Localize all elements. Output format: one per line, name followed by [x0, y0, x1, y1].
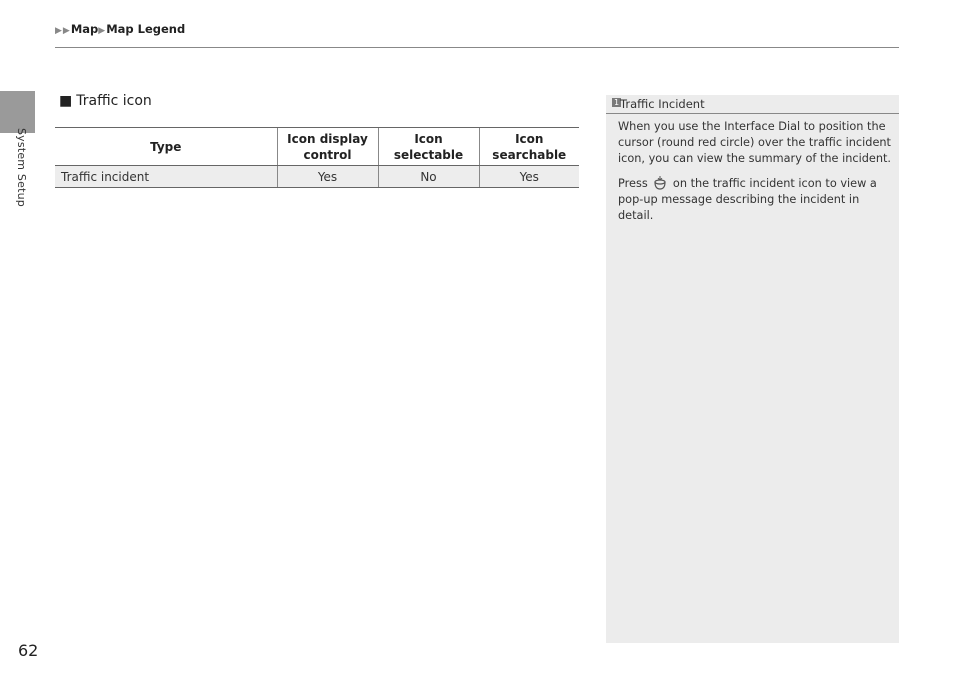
table-cell-searchable: Yes: [479, 166, 579, 188]
breadcrumb-item-map[interactable]: Map: [70, 22, 99, 36]
breadcrumb: [55, 22, 185, 36]
column-header-icon-display-control: Icon display control: [277, 128, 378, 166]
side-note-text: Press: [618, 177, 648, 190]
side-note-header: [606, 95, 899, 114]
side-note-text: on the traffic incident icon to view a pop-up message describing the incident in detail.: [618, 177, 877, 222]
side-note-paragraph: [618, 176, 894, 224]
column-header-icon-selectable: Icon selectable: [378, 128, 479, 166]
page-number: 62: [18, 641, 39, 660]
table-cell-type: Traffic incident: [55, 166, 277, 188]
side-note: [606, 95, 899, 643]
triangle-right-icon: ▶: [98, 26, 106, 36]
section-label: System Setup: [15, 128, 28, 207]
header-divider: [55, 47, 899, 48]
legend-table: [55, 127, 579, 188]
note-number-icon: 1: [613, 98, 620, 107]
table-row: [55, 166, 579, 188]
table-cell-display: Yes: [277, 166, 378, 188]
breadcrumb-item-map-legend[interactable]: Map Legend: [106, 22, 186, 36]
section-title: Traffic icon: [76, 93, 152, 109]
side-note-paragraph: When you use the Interface Dial to position the cursor (round red circle) over the traffic incident icon, you can view the summary of the incident.: [618, 120, 892, 165]
square-bullet-icon: ■: [59, 93, 73, 109]
section-tab: [0, 91, 35, 133]
table-cell-selectable: No: [378, 166, 479, 188]
side-note-title: Traffic Incident: [620, 97, 705, 111]
section-heading: [59, 93, 152, 109]
interface-dial-press-icon: [653, 176, 667, 190]
triangle-right-icon: ▶: [62, 26, 70, 36]
column-header-type: Type: [55, 128, 277, 166]
column-header-icon-searchable: Icon searchable: [479, 128, 579, 166]
table-header-row: [55, 128, 579, 166]
triangle-right-icon: ▶: [55, 26, 62, 36]
